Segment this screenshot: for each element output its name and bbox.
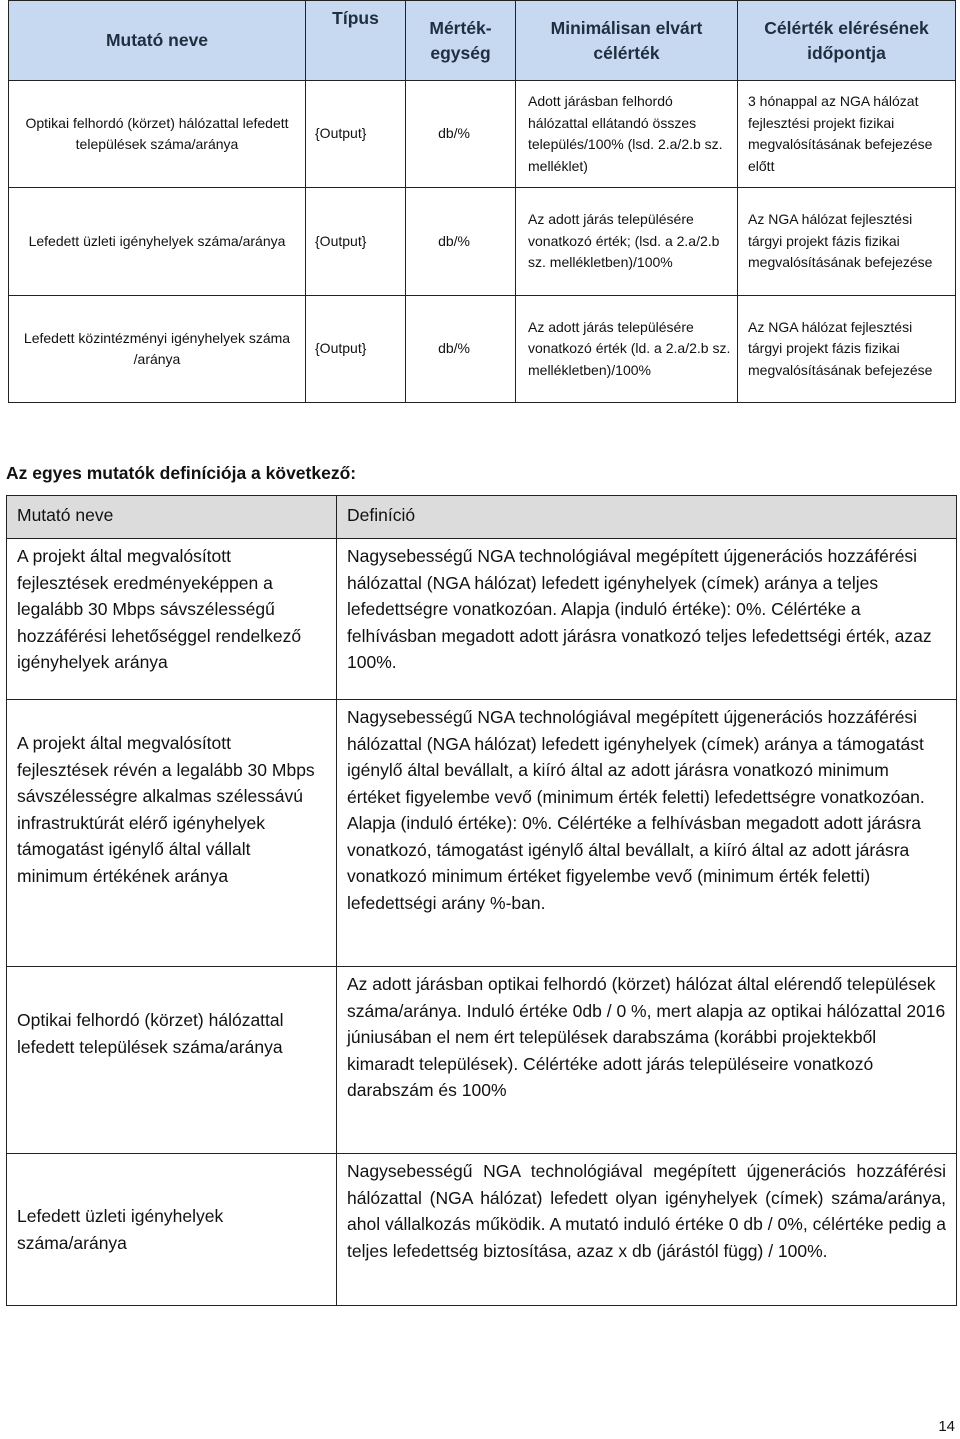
cell-target-date: Az NGA hálózat fejlesztési tárgyi projekt fázis fizikai megvalósításának befejezése xyxy=(738,296,956,403)
def-indicator-name xyxy=(7,700,337,967)
cell-indicator-name: Lefedett közintézményi igényhelyek száma /aránya xyxy=(9,296,306,403)
table-row xyxy=(7,1154,957,1306)
def-indicator-name-text: Optikai felhordó (körzet) hálózattal lefedett települések száma/aránya xyxy=(17,1010,284,1057)
def-definition: Nagysebességű NGA technológiával megépített újgenerációs hozzáférési hálózattal (NGA hálózat) lefedett igényhelyek (címek) aránya a támogatást igénylő által bevállalt, a kiíró által az adott járásra vonatkozó minimum értéket figyelembe vevő (minimum érték feletti) lefedettségre vonatkozóan. Alapja (induló értéke): 0%. Célértéke a felhívásban megadott adott járásra vonatkozó, támogatást igénylő által bevállalt, a kiíró által az adott járásra vonatkozó minimum értéket figyelembe vevő (minimum érték feletti) lefedettségi arány %-ban. xyxy=(337,700,957,967)
table-row xyxy=(7,539,957,700)
header-min-target xyxy=(516,1,738,81)
header-unit xyxy=(406,1,516,81)
cell-unit: db/% xyxy=(406,296,516,403)
header-unit-text: Mérték-egység xyxy=(429,17,492,63)
indicators-header-row xyxy=(9,1,956,81)
header-target-date-text: Célérték elérésének időpontja xyxy=(764,17,929,63)
def-definition: Nagysebességű NGA technológiával megépített újgenerációs hozzáférési hálózattal (NGA hálózat) lefedett igényhelyek (címek) aránya a teljes lefedettségre vonatkozóan. Alapja (induló értéke): 0%. Célértéke a felhívásban megadott adott járásra vonatkozó teljes lefedettségi érték, azaz 100%. xyxy=(337,539,957,700)
header-def-definition: Definíció xyxy=(337,496,957,539)
cell-indicator-name: Optikai felhordó (körzet) hálózattal lefedett települések száma/aránya xyxy=(9,81,306,188)
def-indicator-name: A projekt által megvalósított fejlesztések eredményeképpen a legalább 30 Mbps sávszélességű hozzáférési lehetőséggel rendelkező igényhelyek aránya xyxy=(7,539,337,700)
definitions-header-row xyxy=(7,496,957,539)
definitions-table xyxy=(6,495,957,1306)
table-row xyxy=(9,296,956,403)
cell-min-target: Adott járásban felhordó hálózattal ellátandó összes település/100% (lsd. 2.a/2.b sz. melléklet) xyxy=(516,81,738,188)
cell-unit: db/% xyxy=(406,81,516,188)
cell-type: {Output} xyxy=(306,188,406,296)
cell-indicator-name: Lefedett üzleti igényhelyek száma/aránya xyxy=(9,188,306,296)
def-definition: Az adott járásban optikai felhordó (körzet) hálózat által elérendő települések száma/aránya. Induló értéke 0db / 0 %, mert alapja az optikai hálózattal 2016 júniusában el nem ért települések darabszáma (korábbi projektekből kimaradt települések). Célértéke adott járás településeire vonatkozó darabszám és 100% xyxy=(337,967,957,1154)
table-row xyxy=(7,700,957,967)
cell-target-date: Az NGA hálózat fejlesztési tárgyi projekt fázis fizikai megvalósításának befejezése xyxy=(738,188,956,296)
cell-min-target: Az adott járás településére vonatkozó érték (ld. a 2.a/2.b sz. mellékletben)/100% xyxy=(516,296,738,403)
page-number: 14 xyxy=(938,1418,955,1435)
cell-type: {Output} xyxy=(306,296,406,403)
table-row xyxy=(7,967,957,1154)
def-indicator-name xyxy=(7,967,337,1154)
indicators-table xyxy=(8,0,956,403)
def-indicator-name: Lefedett üzleti igényhelyek száma/aránya xyxy=(7,1154,337,1306)
cell-type: {Output} xyxy=(306,81,406,188)
header-type: Típus xyxy=(306,1,406,81)
header-target-date xyxy=(738,1,956,81)
table-row xyxy=(9,188,956,296)
def-definition: Nagysebességű NGA technológiával megépített újgenerációs hozzáférési hálózattal (NGA hálózat) lefedett olyan igényhelyek (címek) száma/aránya, ahol vállalkozás működik. A mutató induló értéke 0 db / 0%, célértéke pedig a teljes lefedettség biztosítása, azaz x db (járástól függ) / 100%. xyxy=(337,1154,957,1306)
def-indicator-name-text: A projekt által megvalósított fejlesztések révén a legalább 30 Mbps sávszélességre alkalmas szélessávú infrastruktúrát elérő igényhelyek támogatást igénylő által vállalt minimum értékének aránya xyxy=(17,733,315,886)
section-heading: Az egyes mutatók definíciója a következő: xyxy=(6,463,357,483)
header-indicator-name: Mutató neve xyxy=(9,1,306,81)
cell-min-target: Az adott járás településére vonatkozó érték; (lsd. a 2.a/2.b sz. mellékletben)/100% xyxy=(516,188,738,296)
cell-target-date: 3 hónappal az NGA hálózat fejlesztési projekt fizikai megvalósításának befejezése előtt xyxy=(738,81,956,188)
header-def-name: Mutató neve xyxy=(7,496,337,539)
table-row xyxy=(9,81,956,188)
header-min-target-text: Minimálisan elvárt célérték xyxy=(550,17,703,63)
cell-unit: db/% xyxy=(406,188,516,296)
